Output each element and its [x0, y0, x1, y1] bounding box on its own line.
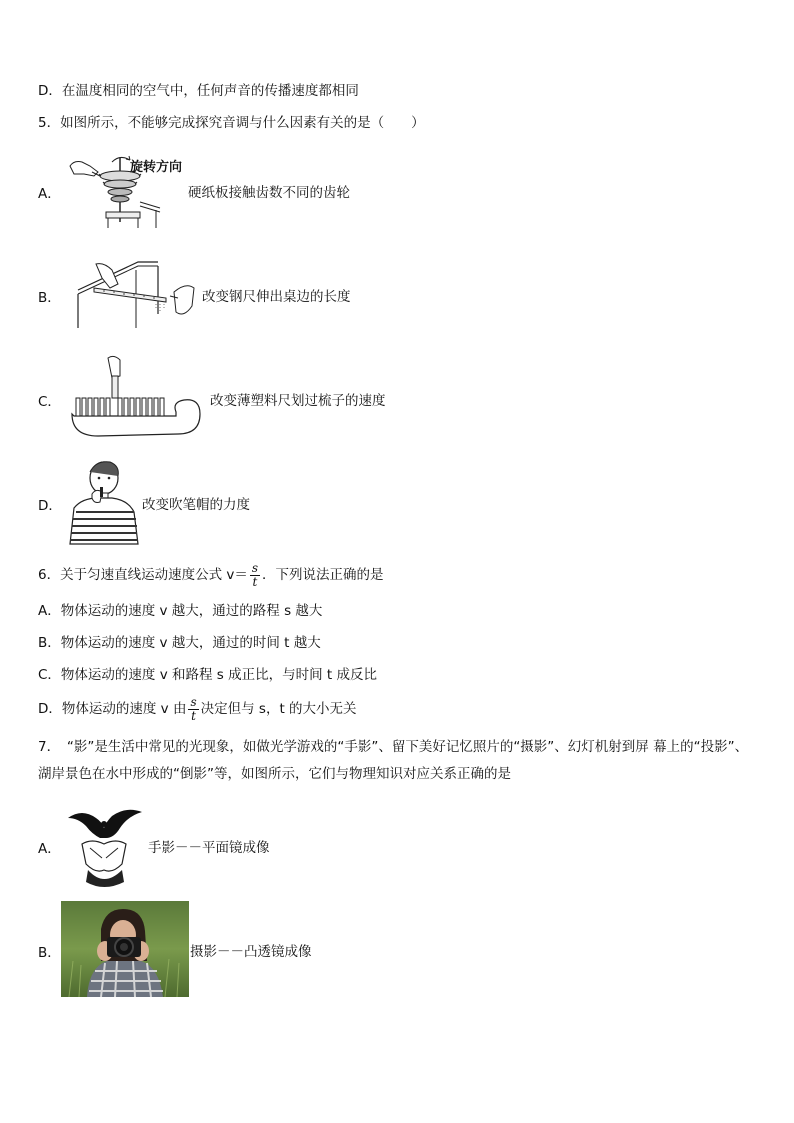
q5-option-a-text: 硬纸板接触齿数不同的齿轮	[188, 185, 350, 201]
q4-option-d: D．在温度相同的空气中，任何声音的传播速度都相同	[38, 83, 359, 99]
q6-option-d-prefix: D．物体运动的速度 v 由	[38, 701, 187, 717]
comb-figure	[68, 354, 204, 440]
q7-option-b-letter: B．	[38, 945, 61, 961]
rotation-direction-label: 旋转方向	[130, 160, 183, 175]
q5-option-c-letter: C．	[38, 394, 61, 410]
q5-stem: 5．如图所示，不能够完成探究音调与什么因素有关的是（ ）	[38, 115, 425, 131]
q6-option-c: C．物体运动的速度 v 和路程 s 成正比，与时间 t 成反比	[38, 667, 377, 683]
q5-option-c-text: 改变薄塑料尺划过梳子的速度	[210, 393, 386, 409]
q6-stem-suffix: ．下列说法正确的是	[262, 567, 384, 583]
q7-stem: 7． “影”是生活中常见的光现象，如做光学游戏的“手影”、留下美好记忆照片的“摄影”、幻灯机射到屏 幕上的“投影”、湖岸景色在水中形成的“倒影”等，如图所示，它们与物理知识对应关系正确的是	[38, 739, 749, 782]
hand-shadow-bird-figure	[62, 804, 146, 888]
speed-formula-fraction	[250, 562, 260, 589]
ruler-on-desk-figure	[74, 258, 200, 330]
q5-option-b-text: 改变钢尺伸出桌边的长度	[202, 289, 351, 305]
q6-option-a: A．物体运动的速度 v 越大，通过的路程 s 越大	[38, 603, 323, 619]
q5-option-d-text: 改变吹笔帽的力度	[142, 497, 250, 513]
q5-option-d-letter: D．	[38, 498, 62, 514]
option-d-fraction	[188, 696, 198, 723]
photographer-photo-figure	[61, 901, 189, 997]
q6-stem-prefix: 6．关于匀速直线运动速度公式 v＝	[38, 567, 248, 583]
formula-numerator: s	[251, 560, 259, 575]
option-d-denominator: t	[191, 708, 196, 723]
q5-option-a-letter: A．	[38, 186, 61, 202]
formula-denominator: t	[252, 574, 258, 589]
q6-option-d-suffix: 决定但与 s，t 的大小无关	[200, 701, 357, 717]
q7-option-a-text: 手影－－平面镜成像	[148, 840, 270, 856]
q7-option-b-text: 摄影－－凸透镜成像	[190, 944, 312, 960]
q6-option-d	[38, 694, 357, 724]
q7-option-a-letter: A．	[38, 841, 61, 857]
q6-option-b: B．物体运动的速度 v 越大，通过的时间 t 越大	[38, 635, 321, 651]
q6-stem	[38, 560, 384, 590]
option-d-numerator: s	[190, 694, 197, 709]
q5-option-b-letter: B．	[38, 290, 61, 306]
boy-blowing-pen-cap-figure	[66, 458, 140, 546]
